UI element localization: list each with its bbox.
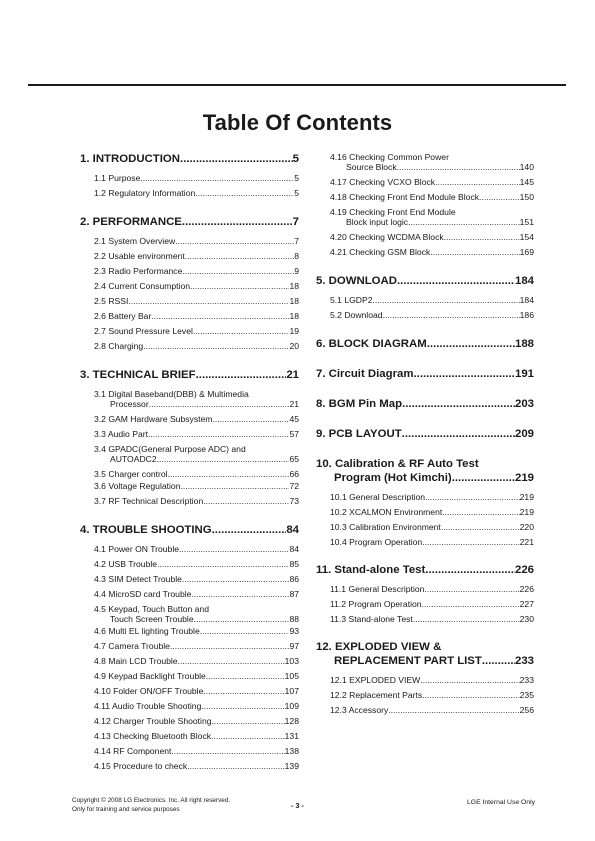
- toc-entry-link[interactable]: [330, 177, 534, 187]
- toc-entry-link[interactable]: [330, 690, 534, 700]
- dot-leader: [151, 311, 289, 321]
- toc-entry-link[interactable]: [330, 675, 534, 685]
- entry-title: 4.12 Charger Trouble Shooting: [94, 716, 212, 726]
- section-heading-link[interactable]: [316, 337, 534, 351]
- toc-entry-link[interactable]: [330, 507, 534, 517]
- dot-leader: [168, 469, 290, 479]
- section-entries: [94, 544, 299, 771]
- dot-leader: [128, 296, 289, 306]
- dot-leader: [203, 496, 289, 506]
- dot-leader: [180, 481, 289, 491]
- section-page: 84: [286, 524, 299, 536]
- entry-title: 4.21 Checking GSM Block: [330, 247, 431, 257]
- entry-title: Touch Screen Trouble: [110, 614, 194, 624]
- toc-section: [80, 152, 299, 198]
- toc-entry-link[interactable]: [94, 311, 299, 321]
- section-heading-link[interactable]: [80, 215, 299, 229]
- entry-title: 4.6 Multi EL lighting Trouble: [94, 626, 200, 636]
- entry-page: 139: [284, 761, 299, 771]
- entry-title: 4.20 Checking WCDMA Block: [330, 232, 444, 242]
- entry-title: Block input logic: [346, 217, 409, 227]
- entry-title-line1: 4.5 Keypad, Touch Button and: [94, 604, 209, 614]
- section-heading-link[interactable]: [316, 397, 534, 411]
- dot-leader: [157, 559, 289, 569]
- entry-page: 57: [289, 429, 299, 439]
- toc-entry-link[interactable]: [94, 296, 299, 306]
- toc-entry-link[interactable]: [330, 537, 534, 547]
- entry-title: 10.3 Calibration Environment: [330, 522, 441, 532]
- section-entries: [330, 675, 534, 715]
- entry-title: 1.2 Regulatory Information: [94, 188, 196, 198]
- entry-title: 2.3 Radio Performance: [94, 266, 183, 276]
- entry-page: 9: [294, 266, 299, 276]
- toc-section: [316, 397, 534, 411]
- entry-page: 87: [289, 589, 299, 599]
- section-title: 4. TROUBLE SHOOTING: [80, 524, 212, 536]
- dot-leader: [201, 701, 284, 711]
- entry-title-line1: 4.16 Checking Common Power: [330, 152, 449, 162]
- section-heading-link[interactable]: [316, 471, 534, 485]
- entry-title: 5.1 LGDP2: [330, 295, 373, 305]
- entry-title: 3.3 Audio Part: [94, 429, 148, 439]
- entry-title: 10.4 Program Operation: [330, 537, 423, 547]
- dot-leader: [200, 626, 290, 636]
- entry-title: 11.2 Program Operation: [330, 599, 422, 609]
- entry-title: 2.7 Sound Pressure Level: [94, 326, 193, 336]
- section-heading-link[interactable]: [316, 274, 534, 288]
- entry-page: 131: [284, 731, 299, 741]
- entry-page: 227: [519, 599, 534, 609]
- entry-page: 226: [519, 584, 534, 594]
- entry-title: AUTOADC2: [110, 454, 157, 464]
- section-page: 233: [514, 655, 534, 667]
- dot-leader: [196, 368, 287, 382]
- section-page: 21: [286, 369, 299, 381]
- entry-title: 4.9 Keypad Backlight Trouble: [94, 671, 206, 681]
- entry-page: 150: [519, 192, 534, 202]
- entry-title: 4.1 Power ON Trouble: [94, 544, 180, 554]
- toc-entry-link[interactable]: [94, 429, 299, 439]
- section-title: REPLACEMENT PART LIST: [334, 655, 482, 667]
- section-title-line1: 10. Calibration & RF Auto Test: [316, 458, 479, 470]
- dot-leader: [212, 414, 289, 424]
- toc-entry-link[interactable]: [94, 414, 299, 424]
- section-title: 6. BLOCK DIAGRAM: [316, 338, 427, 350]
- toc-section: [316, 457, 534, 547]
- dot-leader: [170, 641, 289, 651]
- toc-left-column: [80, 152, 299, 771]
- entry-page: 66: [289, 469, 299, 479]
- toc-entry-link[interactable]: [94, 481, 299, 491]
- toc-section: [316, 337, 534, 351]
- entry-title: 2.2 Usable environment: [94, 251, 185, 261]
- header-rule: [28, 84, 566, 86]
- entry-title: 4.10 Folder ON/OFF Trouble: [94, 686, 204, 696]
- toc-entry-link[interactable]: [94, 686, 299, 696]
- dot-leader: [442, 507, 519, 517]
- toc-entry-link[interactable]: [94, 341, 299, 351]
- entry-title-line1: 3.4 GPADC(General Purpose ADC) and: [94, 444, 246, 454]
- entry-title: 4.17 Checking VCXO Block: [330, 177, 436, 187]
- toc-entry-link[interactable]: [94, 746, 299, 756]
- dot-leader: [212, 523, 287, 537]
- entry-title: 4.4 MicroSD card Trouble: [94, 589, 192, 599]
- dot-leader: [397, 162, 520, 172]
- toc-entry-link[interactable]: [94, 469, 299, 479]
- dot-leader: [413, 614, 520, 624]
- toc-entry-link[interactable]: [94, 266, 299, 276]
- entry-title: 3.5 Charger control: [94, 469, 168, 479]
- entry-page: 97: [289, 641, 299, 651]
- entry-page: 20: [289, 341, 299, 351]
- dot-leader: [452, 471, 515, 485]
- entry-page: 21: [289, 399, 299, 409]
- entry-page: 85: [289, 559, 299, 569]
- dot-leader: [203, 686, 284, 696]
- dot-leader: [187, 761, 285, 771]
- section-heading-link[interactable]: [80, 368, 299, 382]
- dot-leader: [479, 192, 520, 202]
- toc-section: [316, 640, 534, 715]
- entry-title: 4.3 SIM Detect Trouble: [94, 574, 182, 584]
- dot-leader: [193, 326, 290, 336]
- entry-title: 2.1 System Overview: [94, 236, 176, 246]
- toc-entry-link[interactable]: [330, 310, 534, 320]
- entry-page: 169: [519, 247, 534, 257]
- entry-page: 128: [284, 716, 299, 726]
- dot-leader: [212, 716, 285, 726]
- toc-entry-link[interactable]: [94, 641, 299, 651]
- toc-section: [80, 368, 299, 506]
- dot-leader: [422, 599, 520, 609]
- section-heading-link[interactable]: [80, 523, 299, 537]
- entry-title: 2.5 RSSI: [94, 296, 129, 306]
- dot-leader: [383, 310, 520, 320]
- dot-leader: [175, 236, 294, 246]
- entry-page: 88: [289, 614, 299, 624]
- toc-entry-link[interactable]: [94, 589, 299, 599]
- entry-title: 11.1 General Description: [330, 584, 425, 594]
- dot-leader: [427, 337, 515, 351]
- toc-entry-link[interactable]: [330, 705, 534, 715]
- section-page: 203: [514, 398, 534, 410]
- section-title: 7. Circuit Diagram: [316, 368, 414, 380]
- entry-page: 5: [294, 188, 299, 198]
- toc-entry-link[interactable]: [330, 232, 534, 242]
- entry-title-line1: 4.19 Checking Front End Module: [330, 207, 456, 217]
- dot-leader: [140, 173, 294, 183]
- toc-entry-link[interactable]: [94, 399, 299, 409]
- toc-right-column: [316, 152, 534, 715]
- toc-entry-link[interactable]: [94, 614, 299, 624]
- dot-leader: [420, 675, 519, 685]
- entry-page: 103: [284, 656, 299, 666]
- entry-page: 107: [284, 686, 299, 696]
- section-page: 5: [292, 153, 299, 165]
- toc-entry-link[interactable]: [330, 614, 534, 624]
- section-heading-link[interactable]: [316, 563, 534, 577]
- section-title: 1. INTRODUCTION: [80, 153, 180, 165]
- section-title: 2. PERFORMANCE: [80, 216, 182, 228]
- section-title: 5. DOWNLOAD: [316, 275, 397, 287]
- toc-section: [316, 152, 534, 257]
- dot-leader: [194, 614, 290, 624]
- dot-leader: [211, 731, 285, 741]
- toc-entry-link[interactable]: [330, 162, 534, 172]
- dot-leader: [182, 266, 294, 276]
- entry-title: 2.4 Current Consumption: [94, 281, 191, 291]
- dot-leader: [402, 427, 515, 441]
- toc-entry-link[interactable]: [330, 492, 534, 502]
- dot-leader: [171, 746, 284, 756]
- section-heading-link[interactable]: [316, 654, 534, 668]
- toc-entry-link[interactable]: [94, 173, 299, 183]
- section-title: 9. PCB LAYOUT: [316, 428, 402, 440]
- entry-title: 4.14 RF Component: [94, 746, 172, 756]
- section-entries: [94, 173, 299, 198]
- section-title: 8. BGM Pin Map: [316, 398, 403, 410]
- section-heading-link[interactable]: [316, 367, 534, 381]
- entry-page: 45: [289, 414, 299, 424]
- dot-leader: [157, 454, 290, 464]
- section-entries: [330, 492, 534, 547]
- entry-page: 18: [289, 296, 299, 306]
- toc-entry-link[interactable]: [94, 326, 299, 336]
- toc-entry-link[interactable]: [94, 544, 299, 554]
- section-entries: [330, 152, 534, 257]
- entry-title: 12.1 EXPLODED VIEW: [330, 675, 421, 685]
- toc-entry-link[interactable]: [94, 236, 299, 246]
- entry-page: 105: [284, 671, 299, 681]
- entry-title: 11.3 Stand-alone Test: [330, 614, 413, 624]
- entry-title: 4.18 Checking Front End Module Block: [330, 192, 480, 202]
- toc-entry-link[interactable]: [330, 295, 534, 305]
- section-title: 11. Stand-alone Test: [316, 564, 426, 576]
- toc-entry-link[interactable]: [94, 626, 299, 636]
- entry-title: 10.1 General Description: [330, 492, 426, 502]
- toc-section: [316, 563, 534, 624]
- entry-page: 140: [519, 162, 534, 172]
- dot-leader: [190, 281, 289, 291]
- toc-entry-link[interactable]: [94, 281, 299, 291]
- dot-leader: [444, 232, 520, 242]
- entry-page: 5: [294, 173, 299, 183]
- section-title: Program (Hot Kimchi): [334, 472, 452, 484]
- section-entries: [94, 389, 299, 506]
- entry-title: 12.2 Replacement Parts: [330, 690, 423, 700]
- entry-title: 4.13 Checking Bluetooth Block: [94, 731, 212, 741]
- entry-page: 18: [289, 281, 299, 291]
- toc-section: [80, 215, 299, 351]
- dot-leader: [402, 397, 515, 411]
- dot-leader: [148, 429, 289, 439]
- toc-section: [316, 427, 534, 441]
- entry-title: 10.2 XCALMON Environment: [330, 507, 443, 517]
- dot-leader: [413, 367, 515, 381]
- section-heading-link[interactable]: [80, 152, 299, 166]
- toc-entry-link[interactable]: [94, 701, 299, 711]
- toc-entry-link[interactable]: [94, 731, 299, 741]
- copyright-text: Copyright © 2008 LG Electronics. Inc. All right reserved.: [72, 797, 231, 804]
- dot-leader: [178, 656, 285, 666]
- entry-page: 235: [519, 690, 534, 700]
- entry-title-line1: 3.1 Digital Baseband(DBB) & Multimedia: [94, 389, 249, 399]
- entry-page: 186: [519, 310, 534, 320]
- section-page: 226: [514, 564, 534, 576]
- entry-page: 256: [519, 705, 534, 715]
- toc-entry-link[interactable]: [94, 496, 299, 506]
- toc-entry-link[interactable]: [94, 761, 299, 771]
- dot-leader: [422, 537, 519, 547]
- entry-page: 93: [289, 626, 299, 636]
- dot-leader: [206, 671, 285, 681]
- dot-leader: [430, 247, 519, 257]
- notice-text: Only for training and service purposes: [72, 805, 180, 813]
- toc-entry-link[interactable]: [330, 247, 534, 257]
- dot-leader: [143, 341, 289, 351]
- entry-page: 8: [294, 251, 299, 261]
- dot-leader: [185, 251, 294, 261]
- page-number: - 3 -: [291, 801, 304, 810]
- section-entries: [330, 584, 534, 624]
- entry-page: 230: [519, 614, 534, 624]
- toc-entry-link[interactable]: [94, 251, 299, 261]
- entry-page: 86: [289, 574, 299, 584]
- entry-title: 3.6 Voltage Regulation: [94, 481, 181, 491]
- section-page: 188: [514, 338, 534, 350]
- section-title: 3. TECHNICAL BRIEF: [80, 369, 196, 381]
- section-heading-link[interactable]: [316, 427, 534, 441]
- section-page: 7: [292, 216, 299, 228]
- dot-leader: [373, 295, 520, 305]
- section-title-line1: 12. EXPLODED VIEW &: [316, 641, 442, 653]
- dot-leader: [408, 217, 520, 227]
- section-entries: [94, 236, 299, 351]
- section-page: 191: [514, 368, 534, 380]
- entry-title: Processor: [110, 399, 149, 409]
- dot-leader: [425, 563, 515, 577]
- section-page: 184: [514, 275, 534, 287]
- entry-title: 3.2 GAM Hardware Subsystem: [94, 414, 213, 424]
- toc-section: [80, 523, 299, 771]
- dot-leader: [422, 690, 519, 700]
- dot-leader: [425, 492, 520, 502]
- toc-entry-link[interactable]: [330, 522, 534, 532]
- entry-page: 184: [519, 295, 534, 305]
- entry-page: 7: [294, 236, 299, 246]
- toc-entry-link[interactable]: [330, 599, 534, 609]
- toc-section: [316, 367, 534, 381]
- dot-leader: [149, 399, 290, 409]
- entry-title: 3.7 RF Technical Description: [94, 496, 204, 506]
- entry-page: 219: [519, 507, 534, 517]
- entry-title: 4.2 USB Trouble: [94, 559, 158, 569]
- toc-entry-link[interactable]: [330, 217, 534, 227]
- dot-leader: [482, 654, 515, 668]
- dot-leader: [180, 152, 293, 166]
- toc-section: [316, 274, 534, 320]
- classification-label: LGE Internal Use Only: [467, 799, 535, 806]
- entry-title: 4.8 Main LCD Trouble: [94, 656, 178, 666]
- entry-title: 2.8 Charging: [94, 341, 144, 351]
- entry-title: 12.3 Accessory: [330, 705, 389, 715]
- entry-title: 4.15 Procedure to check: [94, 761, 188, 771]
- entry-page: 233: [519, 675, 534, 685]
- entry-title: 1.1 Purpose: [94, 173, 141, 183]
- entry-page: 84: [289, 544, 299, 554]
- toc-entry-link[interactable]: [94, 574, 299, 584]
- entry-page: 65: [289, 454, 299, 464]
- dot-leader: [179, 544, 289, 554]
- entry-page: 219: [519, 492, 534, 502]
- entry-page: 151: [519, 217, 534, 227]
- dot-leader: [182, 574, 290, 584]
- dot-leader: [424, 584, 519, 594]
- page-title: Table Of Contents: [202, 110, 393, 135]
- entry-page: 19: [289, 326, 299, 336]
- section-page: 219: [514, 472, 534, 484]
- entry-page: 72: [289, 481, 299, 491]
- dot-leader: [182, 215, 293, 229]
- dot-leader: [435, 177, 520, 187]
- toc-entry-link[interactable]: [94, 656, 299, 666]
- entry-title: 2.6 Battery Bar: [94, 311, 152, 321]
- entry-title: 5.2 Download: [330, 310, 383, 320]
- dot-leader: [388, 705, 519, 715]
- entry-title: Source Block: [346, 162, 397, 172]
- entry-page: 109: [284, 701, 299, 711]
- section-entries: [330, 295, 534, 320]
- toc-entry-link[interactable]: [94, 716, 299, 726]
- toc-entry-link[interactable]: [330, 584, 534, 594]
- toc-entry-link[interactable]: [94, 559, 299, 569]
- toc-entry-link[interactable]: [330, 192, 534, 202]
- toc-entry-link[interactable]: [94, 454, 299, 464]
- entry-page: 138: [284, 746, 299, 756]
- dot-leader: [441, 522, 520, 532]
- dot-leader: [191, 589, 289, 599]
- entry-page: 221: [519, 537, 534, 547]
- entry-page: 220: [519, 522, 534, 532]
- dot-leader: [397, 274, 515, 288]
- toc-entry-link[interactable]: [94, 188, 299, 198]
- entry-page: 145: [519, 177, 534, 187]
- entry-page: 154: [519, 232, 534, 242]
- dot-leader: [195, 188, 294, 198]
- entry-page: 18: [289, 311, 299, 321]
- entry-page: 73: [289, 496, 299, 506]
- entry-title: 4.7 Camera Trouble: [94, 641, 170, 651]
- toc-entry-link[interactable]: [94, 671, 299, 681]
- entry-title: 4.11 Audio Trouble Shooting: [94, 701, 202, 711]
- section-page: 209: [514, 428, 534, 440]
